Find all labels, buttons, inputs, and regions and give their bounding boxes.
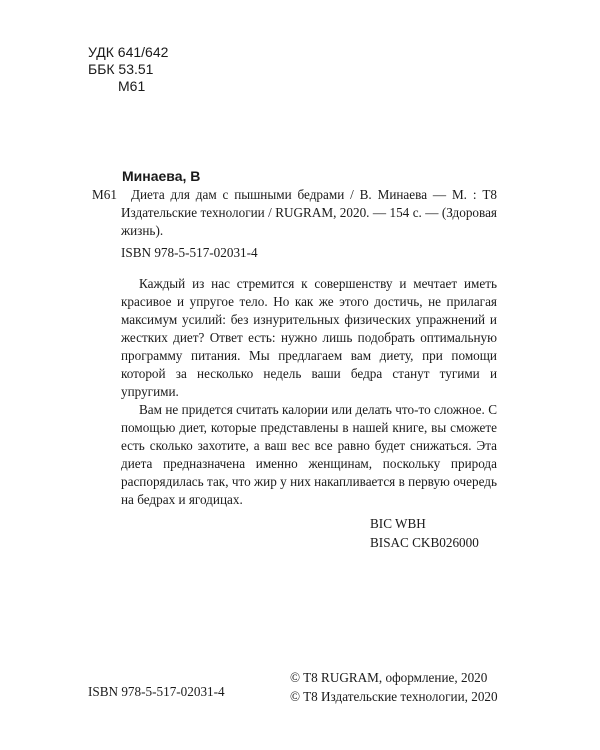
copyright-line: © T8 Издательские технологии, 2020 [290,689,498,704]
bic-code: BIC WBH [370,516,426,531]
udk-code: УДК 641/642 [88,44,169,60]
isbn-footer: ISBN 978-5-517-02031-4 [88,684,225,699]
catalog-code: М61 [92,187,117,202]
copyright-line: © T8 RUGRAM, оформление, 2020 [290,670,488,685]
author-heading: Минаева, В [122,168,201,184]
bbk-code: ББК 53.51 [88,61,154,77]
annotation [121,275,497,509]
classification-codes [370,514,479,552]
copyright-notice [290,668,498,706]
bisac-code: BISAC CKB026000 [370,535,479,550]
annotation-paragraph: Каждый из нас стремится к совершенству и мечтает иметь красивое и упругое тело. Но как же этого достичь, не прилагая максимум усилий: без изнурительных физических упражнений и жестких диет? Ответ есть: нужно лишь подобрать оптимальную программу питания. Мы предлагаем вам диету, при помощи которой за несколько недель ваши бедра станут тугими и упругими. [121,276,497,399]
isbn-main: ISBN 978-5-517-02031-4 [121,245,258,260]
udc-block [88,44,168,95]
annotation-paragraph: Вам не придется считать калории или делать что-то сложное. С помощью диет, которые представлены в нашей книге, вы сможете есть сколько захотите, а ваш вес все равно будет снижаться. Эта диета предназначена именно женщинам, поскольку природа распорядилась так, что жир у них накапливается в первую очередь на бедрах и ягодицах. [121,402,497,507]
bibliographic-record: Диета для дам с пышными бедрами / В. Минаева — М. : T8 Издательские технологии / RUGRAM, 2020. — 154 с. — (Здоровая жизнь). [121,187,497,238]
author-sign: М61 [118,78,146,94]
